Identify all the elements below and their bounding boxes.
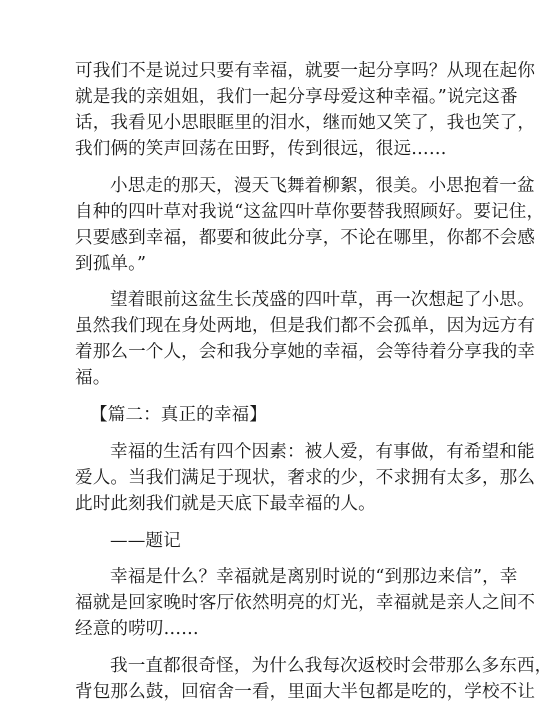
paragraph-line: 虽然我们现在身处两地，但是我们都不会孤单，因为远方有 [75, 316, 536, 336]
paragraph-line: 只要感到幸福，都要和彼此分享，不论在哪里，你都不会感 [75, 228, 536, 248]
paragraph-line: 我们俩的笑声回荡在田野，传到很远，很远…… [75, 139, 447, 159]
paragraph-line: 小思走的那天，漫天飞舞着柳絮，很美。小思抱着一盆 [110, 176, 535, 196]
paragraph-line: 望着眼前这盆生长茂盛的四叶草，再一次想起了小思。 [110, 290, 535, 310]
paragraph-line: 爱人。当我们满足于现状，奢求的少，不求拥有太多，那么 [75, 468, 536, 488]
paragraph-line: 自种的四叶草对我说“这盆四叶草你要替我照顾好。要记住， [75, 202, 545, 222]
paragraph-line: 到孤单。” [75, 254, 147, 274]
paragraph-line: 我一直都很奇怪，为什么我每次返校时会带那么多东西， [110, 656, 552, 676]
paragraph-line: 背包那么鼓，回宿舍一看，里面大半包都是吃的，学校不让 [75, 682, 536, 702]
epigraph-attribution: ——题记 [110, 531, 181, 551]
paragraph-line: 经意的唠叨…… [75, 619, 199, 639]
paragraph-line: 此时此刻我们就是天底下最幸福的人。 [75, 494, 376, 514]
paragraph-line: 福。 [75, 368, 111, 388]
paragraph-line: 福就是回家晚时客厅依然明亮的灯光，幸福就是亲人之间不 [75, 593, 536, 613]
paragraph-line: 幸福的生活有四个因素：被人爱，有事做，有希望和能 [110, 442, 535, 462]
paragraph-line: 话，我看见小思眼眶里的泪水，继而她又笑了，我也笑了， [75, 113, 536, 133]
paragraph-line: 可我们不是说过只要有幸福，就要一起分享吗？从现在起你 [75, 61, 536, 81]
paragraph-line: 幸福是什么？幸福就是离别时说的“到那边来信”，幸 [110, 567, 518, 587]
section-heading: 【篇二：真正的幸福】 [90, 405, 267, 425]
paragraph-line: 就是我的亲姐姐，我们一起分享母爱这种幸福。”说完这番 [75, 87, 518, 107]
paragraph-line: 着那么一个人，会和我分享她的幸福，会等待着分享我的幸 [75, 342, 536, 362]
